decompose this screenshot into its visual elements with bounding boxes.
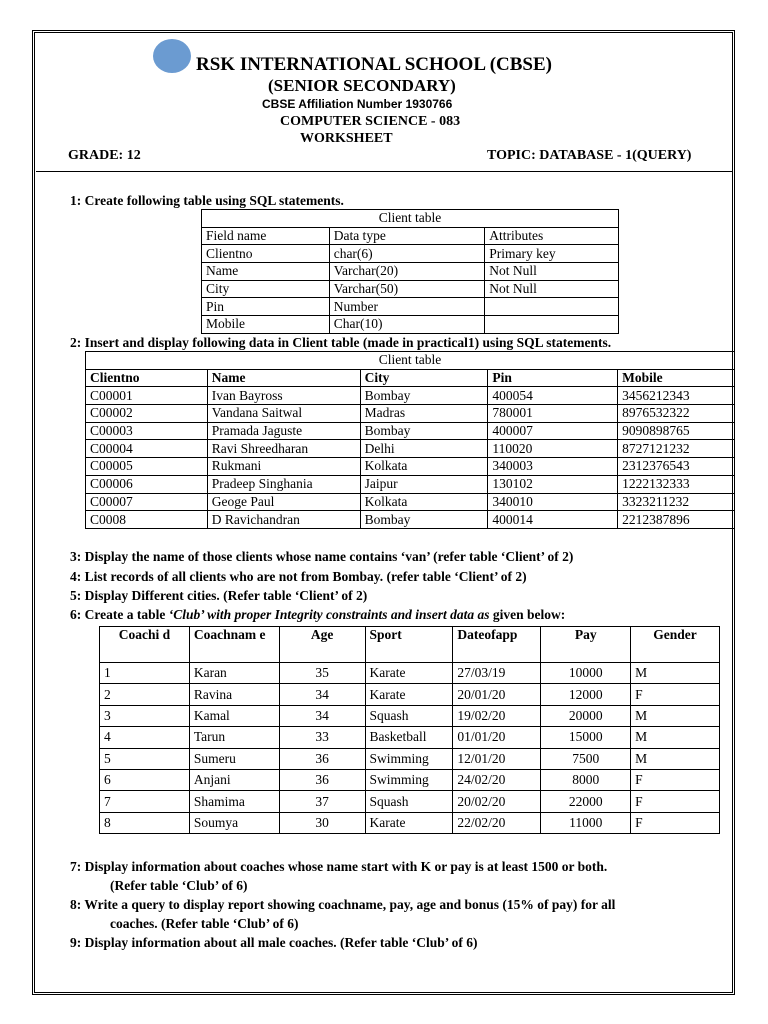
table-cell: Shamima <box>189 791 279 812</box>
table-row <box>86 493 735 511</box>
question-6 <box>70 607 565 623</box>
column-header: Clientno <box>86 369 208 387</box>
table-cell: 3323211232 <box>618 493 735 511</box>
table-cell: M <box>631 748 720 769</box>
column-header: Name <box>207 369 360 387</box>
table-cell: Char(10) <box>329 316 485 334</box>
table-row <box>202 245 619 263</box>
table-cell: Ravi Shreedharan <box>207 440 360 458</box>
question-7-continued: (Refer table ‘Club’ of 6) <box>110 878 248 893</box>
table-cell: 20/01/20 <box>453 684 541 705</box>
table-cell: 1222132333 <box>618 475 735 493</box>
table-cell: 7 <box>100 791 190 812</box>
table-cell: Bombay <box>360 387 488 405</box>
table-row <box>202 316 619 334</box>
table-cell: Bombay <box>360 511 488 529</box>
column-header: Dateofapp <box>453 627 541 663</box>
table-cell: 11000 <box>541 812 631 833</box>
table-cell: 8976532322 <box>618 405 735 423</box>
question-8-continued: coaches. (Refer table ‘Club’ of 6) <box>110 916 299 931</box>
column-header: Sport <box>365 627 453 663</box>
table-cell: Swimming <box>365 748 453 769</box>
table-cell: F <box>631 791 720 812</box>
table-cell: 7500 <box>541 748 631 769</box>
table-cell: Ravina <box>189 684 279 705</box>
table-cell: 110020 <box>488 440 618 458</box>
question-7: 7: Display information about coaches whose name start with K or pay is at least 1500 or both. <box>70 859 608 874</box>
table-cell: 130102 <box>488 475 618 493</box>
table-cell: 6 <box>100 769 190 790</box>
table-cell: 33 <box>279 727 365 748</box>
table-cell: 22000 <box>541 791 631 812</box>
table-cell: 30 <box>279 812 365 833</box>
table-cell: Pramada Jaguste <box>207 422 360 440</box>
table-cell: Karate <box>365 663 453 684</box>
table-row <box>100 727 720 748</box>
client-data-table <box>85 351 735 529</box>
worksheet-title: WORKSHEET <box>300 131 393 146</box>
table-cell: C00003 <box>86 422 208 440</box>
table-row <box>86 511 735 529</box>
table-cell: 340010 <box>488 493 618 511</box>
table-cell: 37 <box>279 791 365 812</box>
table-cell: 400054 <box>488 387 618 405</box>
table-cell: Name <box>202 263 330 281</box>
column-header: City <box>360 369 488 387</box>
table-cell: Not Null <box>485 280 619 298</box>
table-cell: M <box>631 705 720 726</box>
table-cell: F <box>631 684 720 705</box>
table-cell: 01/01/20 <box>453 727 541 748</box>
table-cell: Sumeru <box>189 748 279 769</box>
table-row <box>86 422 735 440</box>
table-cell: 4 <box>100 727 190 748</box>
table-cell: 36 <box>279 769 365 790</box>
table-cell: 5 <box>100 748 190 769</box>
table-cell: C00002 <box>86 405 208 423</box>
table-cell: Squash <box>365 705 453 726</box>
table-cell: 1 <box>100 663 190 684</box>
question-3: 3: Display the name of those clients whose name contains ‘van’ (refer table ‘Client’ of 2) <box>70 549 574 564</box>
header-divider <box>36 171 733 172</box>
table-cell: 27/03/19 <box>453 663 541 684</box>
table-cell: 780001 <box>488 405 618 423</box>
table-cell: 9090898765 <box>618 422 735 440</box>
table-cell: Clientno <box>202 245 330 263</box>
table-cell: Varchar(50) <box>329 280 485 298</box>
table-cell: Karate <box>365 812 453 833</box>
table-row <box>100 812 720 833</box>
subject-title: COMPUTER SCIENCE - 083 <box>280 114 461 129</box>
table-row <box>100 748 720 769</box>
table-cell: 12/01/20 <box>453 748 541 769</box>
table-cell: 20/02/20 <box>453 791 541 812</box>
table-cell: Basketball <box>365 727 453 748</box>
client-schema-table <box>201 209 619 334</box>
question-1: 1: Create following table using SQL statements. <box>70 193 344 208</box>
table-cell: Mobile <box>202 316 330 334</box>
table-cell: C00005 <box>86 458 208 476</box>
table-cell: 15000 <box>541 727 631 748</box>
table-row <box>202 263 619 281</box>
table-caption: Client table <box>202 210 619 228</box>
table-row <box>202 298 619 316</box>
column-header: Attributes <box>485 227 619 245</box>
table-row <box>86 387 735 405</box>
table-cell: M <box>631 727 720 748</box>
table-cell: Swimming <box>365 769 453 790</box>
table-cell: 19/02/20 <box>453 705 541 726</box>
table-cell: Pradeep Singhania <box>207 475 360 493</box>
table-cell: Kamal <box>189 705 279 726</box>
column-header: Data type <box>329 227 485 245</box>
table-cell: Ivan Bayross <box>207 387 360 405</box>
table-cell: Rukmani <box>207 458 360 476</box>
table-header-row <box>86 369 735 387</box>
question-2: 2: Insert and display following data in Client table (made in practical1) using SQL statements. <box>70 335 612 350</box>
table-cell: 35 <box>279 663 365 684</box>
table-cell: 2 <box>100 684 190 705</box>
column-header: Coachi d <box>100 627 190 663</box>
table-cell: 22/02/20 <box>453 812 541 833</box>
table-cell: 24/02/20 <box>453 769 541 790</box>
question-6-part-a: 6: Create a table <box>70 607 169 622</box>
table-cell: 36 <box>279 748 365 769</box>
table-cell: 8 <box>100 812 190 833</box>
table-cell: 34 <box>279 684 365 705</box>
table-cell: C00007 <box>86 493 208 511</box>
table-cell <box>485 298 619 316</box>
club-table <box>99 626 720 834</box>
column-header: Pin <box>488 369 618 387</box>
question-9: 9: Display information about all male coaches. (Refer table ‘Club’ of 6) <box>70 935 478 950</box>
table-cell: 3 <box>100 705 190 726</box>
table-row <box>86 405 735 423</box>
table-cell: Geoge Paul <box>207 493 360 511</box>
table-cell: Number <box>329 298 485 316</box>
column-header: Gender <box>631 627 720 663</box>
table-cell: 3456212343 <box>618 387 735 405</box>
school-logo-circle <box>153 39 191 73</box>
table-cell: 34 <box>279 705 365 726</box>
column-header: Pay <box>541 627 631 663</box>
question-5: 5: Display Different cities. (Refer table ‘Client’ of 2) <box>70 588 368 603</box>
table-cell: C00001 <box>86 387 208 405</box>
table-cell: 8000 <box>541 769 631 790</box>
table-cell: Anjani <box>189 769 279 790</box>
table-row <box>86 475 735 493</box>
column-header: Coachnam e <box>189 627 279 663</box>
table-cell: 400007 <box>488 422 618 440</box>
table-cell: Primary key <box>485 245 619 263</box>
table-row <box>100 791 720 812</box>
table-cell: M <box>631 663 720 684</box>
table-cell: Varchar(20) <box>329 263 485 281</box>
table-row <box>100 684 720 705</box>
table-row <box>86 458 735 476</box>
table-cell: 2212387896 <box>618 511 735 529</box>
topic-label: TOPIC: DATABASE - 1(QUERY) <box>487 148 692 163</box>
table-cell: Tarun <box>189 727 279 748</box>
table-cell: C00006 <box>86 475 208 493</box>
table-cell: char(6) <box>329 245 485 263</box>
school-level: (SENIOR SECONDARY) <box>268 76 456 95</box>
table-row <box>100 705 720 726</box>
table-cell: 400014 <box>488 511 618 529</box>
grade-label: GRADE: 12 <box>68 148 141 163</box>
table-row <box>86 440 735 458</box>
table-cell: Bombay <box>360 422 488 440</box>
table-cell: Pin <box>202 298 330 316</box>
table-cell: F <box>631 769 720 790</box>
question-6-part-b: ‘Club’ with proper Integrity constraints and insert data as <box>168 607 490 622</box>
table-cell: D Ravichandran <box>207 511 360 529</box>
table-cell: Kolkata <box>360 493 488 511</box>
column-header: Mobile <box>618 369 735 387</box>
table-cell: F <box>631 812 720 833</box>
table-cell: 10000 <box>541 663 631 684</box>
table-row <box>100 663 720 684</box>
table-cell: Squash <box>365 791 453 812</box>
table-cell: Not Null <box>485 263 619 281</box>
table-cell: 8727121232 <box>618 440 735 458</box>
table-cell: C00004 <box>86 440 208 458</box>
column-header: Age <box>279 627 365 663</box>
table-cell: Karate <box>365 684 453 705</box>
table-cell: Jaipur <box>360 475 488 493</box>
question-6-part-c: given below: <box>489 607 566 622</box>
table-cell: 20000 <box>541 705 631 726</box>
table-cell: C0008 <box>86 511 208 529</box>
column-header: Field name <box>202 227 330 245</box>
affiliation-number: CBSE Affiliation Number 1930766 <box>262 97 453 111</box>
table-cell: Delhi <box>360 440 488 458</box>
question-4: 4: List records of all clients who are not from Bombay. (refer table ‘Client’ of 2) <box>70 569 527 584</box>
table-cell: 340003 <box>488 458 618 476</box>
question-8: 8: Write a query to display report showing coachname, pay, age and bonus (15% of pay) for all <box>70 897 616 912</box>
table-row <box>202 280 619 298</box>
school-name: RSK INTERNATIONAL SCHOOL (CBSE) <box>196 54 552 75</box>
table-cell: Karan <box>189 663 279 684</box>
table-cell: Madras <box>360 405 488 423</box>
table-header-row <box>202 227 619 245</box>
table-cell: Vandana Saitwal <box>207 405 360 423</box>
table-cell: Kolkata <box>360 458 488 476</box>
table-header-row <box>100 627 720 663</box>
table-cell: City <box>202 280 330 298</box>
table-row <box>100 769 720 790</box>
table-cell: 2312376543 <box>618 458 735 476</box>
table-caption: Client table <box>86 352 735 370</box>
table-cell <box>485 316 619 334</box>
table-cell: 12000 <box>541 684 631 705</box>
table-cell: Soumya <box>189 812 279 833</box>
